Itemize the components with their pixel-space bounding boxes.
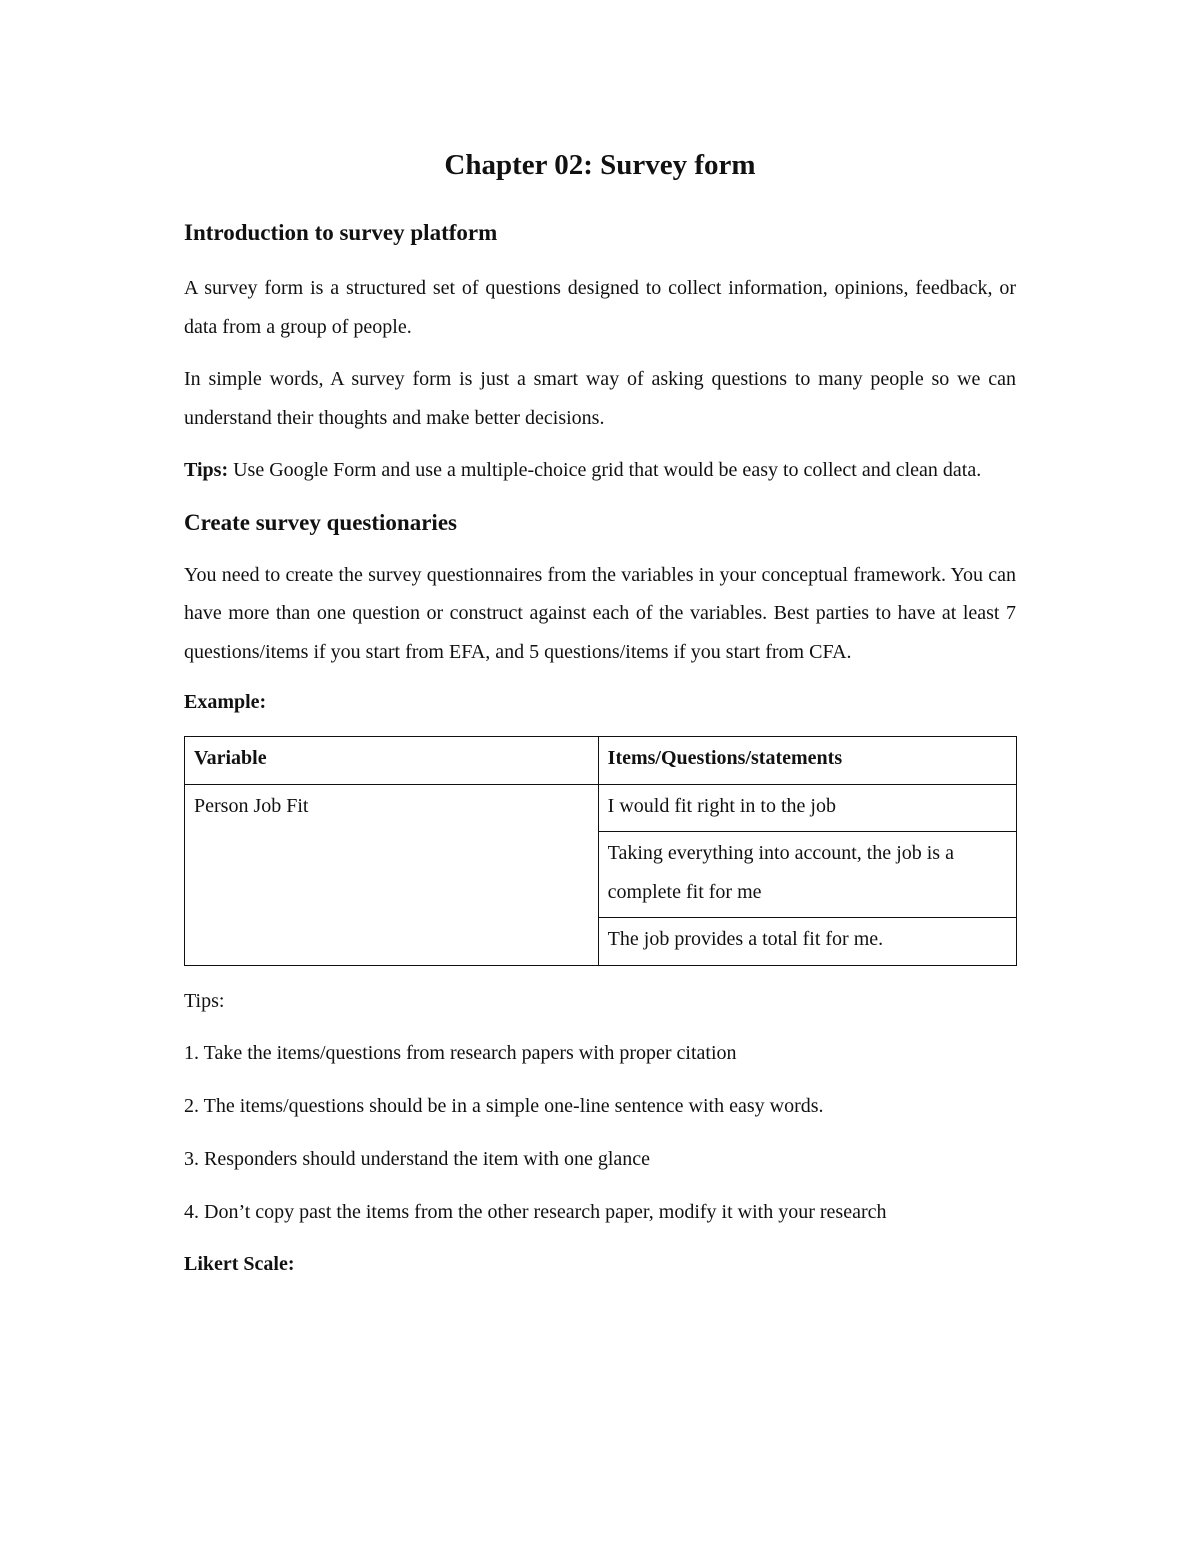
tips-heading: Tips: [184,989,225,1012]
intro-paragraph-1: A survey form is a structured set of questions designed to collect information, opinions, feedback, or data from a group of people. [184,277,1016,338]
table-header-variable: Variable [185,737,599,785]
chapter-title: Chapter 02: Survey form [444,149,756,181]
tip-item-1: 1. Take the items/questions from research papers with proper citation [184,1041,737,1064]
page-content [184,140,1016,1279]
tips-label: Tips: [184,459,229,481]
intro-heading: Introduction to survey platform [184,220,498,245]
intro-tips-paragraph [184,451,1016,490]
table-cell-item-2: Taking everything into account, the job is a complete fit for me [598,832,1016,918]
intro-paragraph-2: In simple words, A survey form is just a smart way of asking questions to many people so we can understand their thoughts and make better decisions. [184,368,1016,429]
create-heading: Create survey questionaries [184,509,457,535]
table-row [185,784,1017,832]
tip-item-4: 4. Don’t copy past the items from the other research paper, modify it with your research [184,1200,887,1223]
table-header-items: Items/Questions/statements [598,737,1016,785]
create-paragraph: You need to create the survey questionnaires from the variables in your conceptual framework. You can have more than one question or construct against each of the variables. Best parties to have at least 7 questions/items if you start from EFA, and 5 questions/items if you start from CFA. [184,563,1016,663]
table-cell-item-1: I would fit right in to the job [598,784,1016,832]
example-label: Example: [184,691,267,713]
example-table [184,736,1017,966]
table-cell-item-3: The job provides a total fit for me. [598,918,1016,966]
table-cell-variable: Person Job Fit [185,784,599,965]
tip-item-2: 2. The items/questions should be in a simple one-line sentence with easy words. [184,1094,824,1117]
tip-item-3: 3. Responders should understand the item with one glance [184,1147,651,1170]
table-header-row [185,737,1017,785]
likert-scale-label: Likert Scale: [184,1252,295,1275]
tips-text: Use Google Form and use a multiple-choice grid that would be easy to collect and clean data. [228,459,982,481]
